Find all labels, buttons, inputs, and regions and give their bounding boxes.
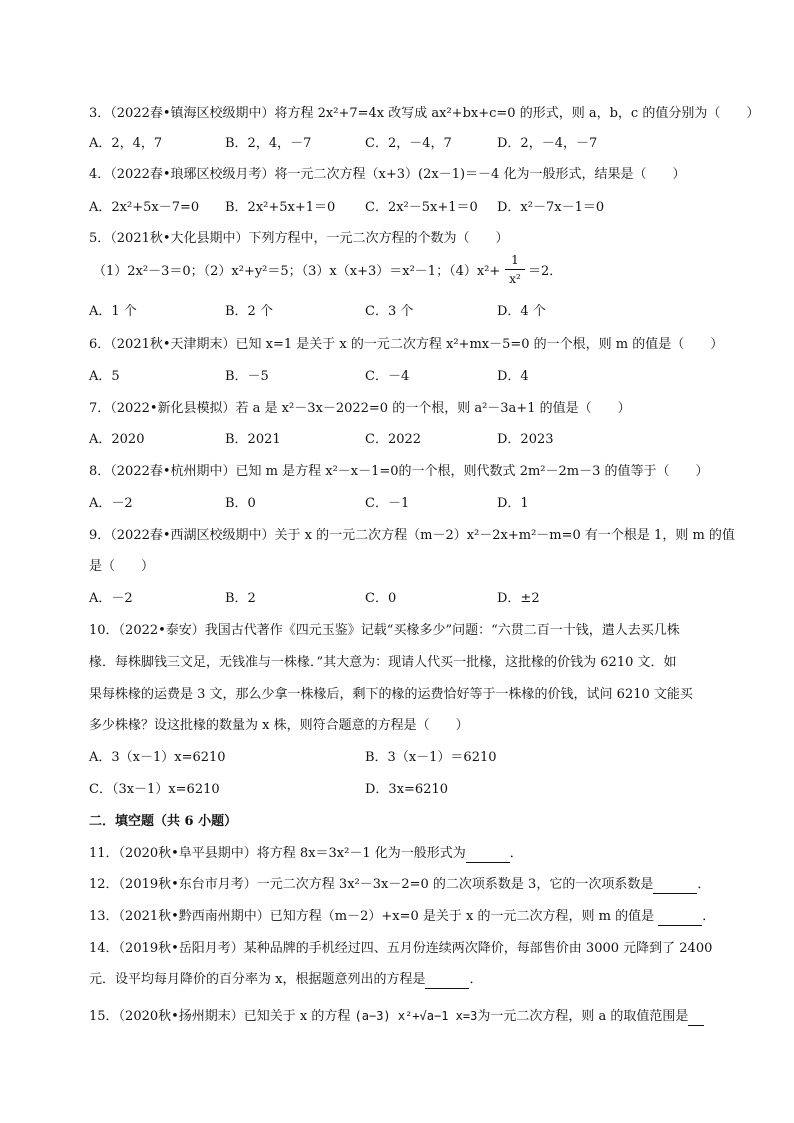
q7-option-c: C．2022: [365, 432, 422, 447]
q14-text-2: 元．设平均每月降价的百分率为 x，根据题意列出的方程是: [89, 972, 426, 987]
q5-option-d: D．4 个: [497, 304, 546, 319]
q13-tail: ．: [702, 909, 716, 924]
q5-equations: [93, 264, 500, 280]
q5-equations-text: （1）2x²－3＝0；（2）x²+y²＝5；（3）x（x+3）＝x²－1；（4）x²+: [93, 264, 501, 279]
q5-option-b: B．2 个: [225, 304, 273, 319]
q3-option-d: D．2，－4，－7: [497, 136, 598, 151]
q10-option-a: A．3（x－1）x=6210: [89, 750, 226, 765]
question-15: [89, 1008, 704, 1026]
q10-option-b: B．3（x－1）＝6210: [365, 750, 497, 765]
q6-option-d: D．4: [497, 369, 529, 384]
q3-option-b: B．2，4，－7: [225, 136, 312, 151]
question-10-line-3: 果每株椽的运费是 3 文，那么少拿一株椽后，剩下的椽的运费恰好等于一株椽的价钱，试问 6210 文能买: [89, 687, 693, 702]
q7-option-a: A．2020: [89, 432, 145, 447]
answer-blank[interactable]: [688, 1009, 704, 1026]
q8-option-b: B．0: [225, 496, 256, 511]
q13-text: 13．（2021秋•黔西南州期中）已知方程（m－2）+x=0 是关于 x 的一元二次方程，则 m 的值是: [89, 909, 655, 924]
q4-option-b: B．2x²+5x+1＝0: [225, 200, 336, 215]
q12-tail: ．: [697, 877, 711, 892]
question-7: 7．（2022•新化县模拟）若 a 是 x²－3x－2022=0 的一个根，则 a²－3a+1 的值是（ ）: [89, 401, 631, 416]
q15-formula: (a−3) x²+√a−1 x=3: [354, 1009, 478, 1023]
q5-option-c: C．3 个: [365, 304, 414, 319]
answer-blank[interactable]: [466, 846, 510, 863]
question-10: 10．（2022•泰安）我国古代著作《四元玉鉴》记载“买椽多少”问题：“六贯二百一十钱，遣人去买几株: [89, 623, 680, 638]
question-14-line-2: [89, 972, 482, 989]
question-8: 8．（2022春•杭州期中）已知 m 是方程 x²－x－1=0的一个根，则代数式 2m²－2m－3 的值等于（ ）: [89, 464, 709, 479]
q10-option-c: C．（3x－1）x=6210: [89, 782, 220, 797]
answer-blank[interactable]: [658, 909, 702, 926]
q5-fraction-numerator: 1: [511, 253, 519, 267]
q9-option-a: A．－2: [89, 591, 133, 606]
q5-equations-tail: ＝2．: [528, 264, 563, 279]
q14-tail: ．: [469, 972, 483, 987]
question-3: 3．（2022春•镇海区校级期中）将方程 2x²+7=4x 改写成 ax²+bx+c=0 的形式，则 a，b，c 的值分别为（ ）: [89, 106, 760, 121]
question-14: 14．（2019秋•岳阳月考）某种品牌的手机经过四、五月份连续两次降价，每部售价由 3000 元降到了 2400: [89, 941, 713, 956]
question-10-line-4: 多少株椽？设这批椽的数量为 x 株，则符合题意的方程是（ ）: [89, 718, 469, 733]
q8-option-d: D．1: [497, 496, 529, 511]
q5-option-a: A．1 个: [89, 304, 137, 319]
q8-option-a: A．－2: [89, 496, 133, 511]
q4-option-a: A．2x²+5x－7=0: [89, 200, 200, 215]
q6-option-c: C．－4: [365, 369, 410, 384]
q4-option-d: D．x²－7x－1＝0: [497, 200, 605, 215]
q8-option-c: C．－1: [365, 496, 410, 511]
q5-fraction-bar: [505, 269, 525, 270]
question-4: 4．（2022春•琅琊区校级月考）将一元二次方程（x+3）(2x－1)＝－4 化为一般形式，结果是（ ）: [89, 167, 686, 182]
question-9: 9．（2022春•西湖区校级期中）关于 x 的一元二次方程（m－2）x²－2x+m²－m=0 有一个根是 1，则 m 的值: [89, 528, 735, 543]
q9-option-c: C．0: [365, 591, 397, 606]
q11-text: 11．（2020秋•阜平县期中）将方程 8x＝3x²－1 化为一般形式为: [89, 846, 466, 861]
q3-option-c: C．2，－4，7: [365, 136, 452, 151]
question-11: [89, 846, 523, 863]
q15-tail: 为一元二次方程，则 a 的取值范围是: [477, 1009, 689, 1024]
question-9-line-2: 是（ ）: [89, 559, 155, 574]
question-6: 6．（2021秋•天津期末）已知 x=1 是关于 x 的一元二次方程 x²+mx－5=0 的一个根，则 m 的值是（ ）: [89, 337, 724, 352]
q6-option-b: B．－5: [225, 369, 269, 384]
q15-text: 15．（2020秋•扬州期末）已知关于 x 的方程: [89, 1009, 351, 1024]
question-12: [89, 877, 710, 894]
question-13: [89, 909, 715, 926]
q11-tail: ．: [509, 846, 523, 861]
answer-blank[interactable]: [425, 972, 469, 989]
q10-option-d: D．3x=6210: [365, 782, 449, 797]
q4-option-c: C．2x²－5x+1＝0: [365, 200, 478, 215]
q9-option-d: D．±2: [497, 591, 540, 606]
q9-option-b: B．2: [225, 591, 256, 606]
answer-blank[interactable]: [653, 877, 697, 894]
q7-option-d: D．2023: [497, 432, 554, 447]
q7-option-b: B．2021: [225, 432, 281, 447]
question-5: 5．（2021秋•大化县期中）下列方程中，一元二次方程的个数为（ ）: [89, 231, 509, 246]
q6-option-a: A．5: [89, 369, 120, 384]
q5-fraction-denominator: x²: [509, 272, 521, 286]
question-10-line-2: 椽．每株脚钱三文足，无钱准与一株椽．”其大意为：现请人代买一批椽，这批椽的价钱为 6210 文．如: [89, 655, 677, 670]
section-title-fill-in: 二．填空题（共 6 小题）: [89, 814, 238, 829]
q3-option-a: A．2，4，7: [89, 136, 163, 151]
q12-text: 12．（2019秋•东台市月考）一元二次方程 3x²－3x－2=0 的二次项系数是 3，它的一次项系数是: [89, 877, 654, 892]
